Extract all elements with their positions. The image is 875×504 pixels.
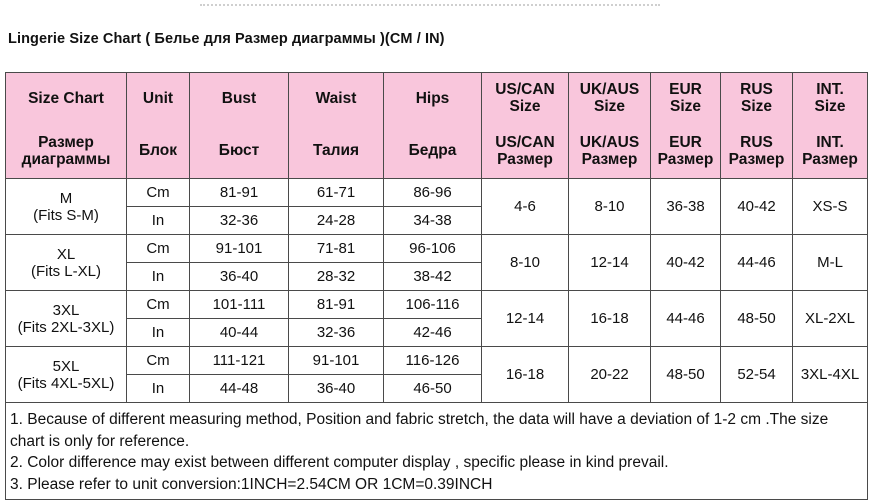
table-row [6,235,868,263]
size-label-cell: 5XL (Fits 4XL-5XL) [6,347,127,403]
header-rus: RUS Size [721,73,793,124]
unit-cell: In [127,263,190,291]
header-size-chart: Size Chart [6,73,127,124]
hips-cell: 46-50 [384,375,482,403]
note-unit-conversion: 3. Please refer to unit conversion:1INCH=2.54CM OR 1CM=0.39INCH [10,475,493,493]
int-cell: M-L [793,235,868,291]
unit-cell: Cm [127,291,190,319]
header-row-russian [6,123,868,179]
rus-cell: 44-46 [721,235,793,291]
unit-cell: Cm [127,179,190,207]
bust-cell: 36-40 [190,263,289,291]
notes-cell [6,403,868,500]
header-bust-ru: Бюст [190,123,289,179]
hips-cell: 34-38 [384,207,482,235]
hips-cell: 106-116 [384,291,482,319]
cropped-top-edge [0,0,875,6]
header-unit: Unit [127,73,190,124]
waist-cell: 28-32 [289,263,384,291]
header-bust: Bust [190,73,289,124]
header-eur: EUR Size [651,73,721,124]
bust-cell: 44-48 [190,375,289,403]
bust-cell: 40-44 [190,319,289,347]
uk-aus-cell: 8-10 [569,179,651,235]
uk-aus-cell: 20-22 [569,347,651,403]
note-deviation: 1. Because of different measuring method, Position and fabric stretch, the data will have a deviation of 1-2 cm .The size chart is only for reference. [10,411,829,450]
header-us-can: US/CAN Size [482,73,569,124]
hips-cell: 116-126 [384,347,482,375]
rus-cell: 52-54 [721,347,793,403]
header-hips-ru: Бедра [384,123,482,179]
eur-cell: 48-50 [651,347,721,403]
table-row [6,291,868,319]
waist-cell: 24-28 [289,207,384,235]
waist-cell: 32-36 [289,319,384,347]
unit-cell: In [127,375,190,403]
header-waist-ru: Талия [289,123,384,179]
bust-cell: 81-91 [190,179,289,207]
hips-cell: 96-106 [384,235,482,263]
header-hips: Hips [384,73,482,124]
waist-cell: 91-101 [289,347,384,375]
size-chart-table [5,72,868,500]
eur-cell: 44-46 [651,291,721,347]
table-row [6,179,868,207]
unit-cell: Cm [127,347,190,375]
header-int: INT. Size [793,73,868,124]
bust-cell: 111-121 [190,347,289,375]
table-row [6,347,868,375]
eur-cell: 36-38 [651,179,721,235]
bust-cell: 91-101 [190,235,289,263]
header-unit-ru: Блок [127,123,190,179]
header-us-can-ru: US/CAN Размер [482,123,569,179]
waist-cell: 71-81 [289,235,384,263]
hips-cell: 38-42 [384,263,482,291]
header-uk-aus: UK/AUS Size [569,73,651,124]
size-label-cell: M (Fits S-M) [6,179,127,235]
waist-cell: 81-91 [289,291,384,319]
us-can-cell: 12-14 [482,291,569,347]
int-cell: XS-S [793,179,868,235]
int-cell: XL-2XL [793,291,868,347]
unit-cell: Cm [127,235,190,263]
header-eur-ru: EUR Размер [651,123,721,179]
header-row-english [6,73,868,124]
uk-aus-cell: 12-14 [569,235,651,291]
hips-cell: 86-96 [384,179,482,207]
waist-cell: 36-40 [289,375,384,403]
bust-cell: 101-111 [190,291,289,319]
waist-cell: 61-71 [289,179,384,207]
header-uk-aus-ru: UK/AUS Размер [569,123,651,179]
us-can-cell: 16-18 [482,347,569,403]
eur-cell: 40-42 [651,235,721,291]
us-can-cell: 4-6 [482,179,569,235]
hips-cell: 42-46 [384,319,482,347]
header-waist: Waist [289,73,384,124]
rus-cell: 48-50 [721,291,793,347]
unit-cell: In [127,207,190,235]
uk-aus-cell: 16-18 [569,291,651,347]
header-size-chart-ru: Размер диаграммы [6,123,127,179]
bust-cell: 32-36 [190,207,289,235]
page-title: Lingerie Size Chart ( Белье для Размер диаграммы )(CM / IN) [8,31,445,47]
size-label-cell: XL (Fits L-XL) [6,235,127,291]
note-color-difference: 2. Color difference may exist between different computer display , specific please in kind prevail. [10,454,669,471]
header-rus-ru: RUS Размер [721,123,793,179]
int-cell: 3XL-4XL [793,347,868,403]
size-label-cell: 3XL (Fits 2XL-3XL) [6,291,127,347]
notes-row [6,403,868,500]
unit-cell: In [127,319,190,347]
header-int-ru: INT. Размер [793,123,868,179]
rus-cell: 40-42 [721,179,793,235]
us-can-cell: 8-10 [482,235,569,291]
